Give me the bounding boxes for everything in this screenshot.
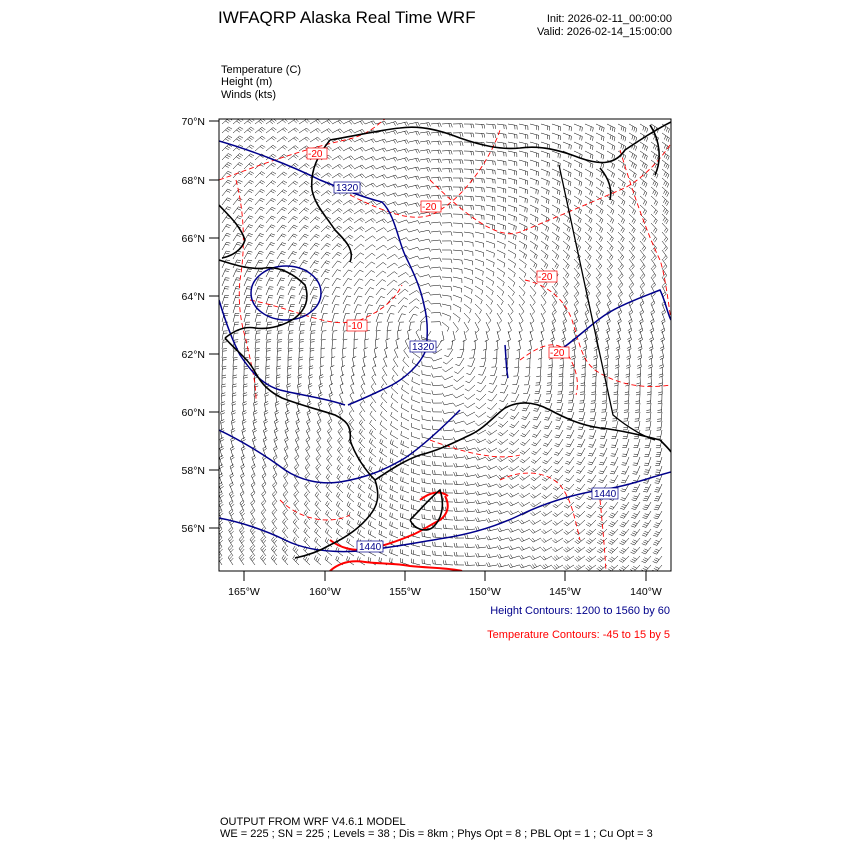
latitude-axis bbox=[182, 116, 219, 535]
temperature-label: -20 bbox=[538, 272, 553, 283]
longitude-axis bbox=[228, 571, 662, 598]
lon-label: 165°W bbox=[228, 586, 260, 598]
lat-label: 68°N bbox=[181, 175, 205, 187]
height-label: 1320 bbox=[336, 183, 359, 194]
lat-label: 66°N bbox=[181, 233, 205, 245]
model-options: WE = 225 ; SN = 225 ; Levels = 38 ; Dis = 8km ; Phys Opt = 8 ; PBL Opt = 1 ; Cu Opt = 3 bbox=[220, 828, 653, 840]
init-time: Init: 2026-02-11_00:00:00 bbox=[546, 13, 672, 25]
temperature-label: -20 bbox=[550, 348, 565, 359]
temperature-contour-legend: Temperature Contours: -45 to 15 by 5 bbox=[487, 629, 670, 641]
height-label: 1440 bbox=[359, 542, 382, 553]
contour-labels bbox=[307, 148, 618, 553]
height-label: 1440 bbox=[594, 489, 617, 500]
lat-label: 58°N bbox=[181, 465, 205, 477]
height-label: 1320 bbox=[412, 342, 435, 353]
wind-barb-field bbox=[217, 118, 669, 572]
lat-label: 60°N bbox=[181, 407, 205, 419]
wind-barbs bbox=[217, 118, 669, 572]
field-height: Height (m) bbox=[221, 76, 273, 88]
field-temperature: Temperature (C) bbox=[221, 64, 302, 76]
field-winds: Winds (kts) bbox=[221, 89, 276, 101]
lon-label: 140°W bbox=[630, 586, 662, 598]
lat-label: 70°N bbox=[181, 116, 205, 128]
temperature-label: -20 bbox=[422, 202, 437, 213]
international-border bbox=[559, 165, 655, 440]
temperature-label: -20 bbox=[308, 149, 323, 160]
lon-label: 150°W bbox=[469, 586, 501, 598]
temperature-label: -10 bbox=[348, 321, 363, 332]
lon-label: 155°W bbox=[389, 586, 421, 598]
height-contour-legend: Height Contours: 1200 to 1560 by 60 bbox=[490, 605, 670, 617]
map-title: IWFAQRP Alaska Real Time WRF bbox=[218, 8, 476, 27]
lon-label: 145°W bbox=[549, 586, 581, 598]
valid-time: Valid: 2026-02-14_15:00:00 bbox=[537, 26, 672, 38]
lon-label: 160°W bbox=[309, 586, 341, 598]
lat-label: 62°N bbox=[181, 349, 205, 361]
model-info: OUTPUT FROM WRF V4.6.1 MODEL bbox=[220, 816, 406, 828]
lat-label: 56°N bbox=[181, 523, 205, 535]
lat-label: 64°N bbox=[181, 291, 205, 303]
